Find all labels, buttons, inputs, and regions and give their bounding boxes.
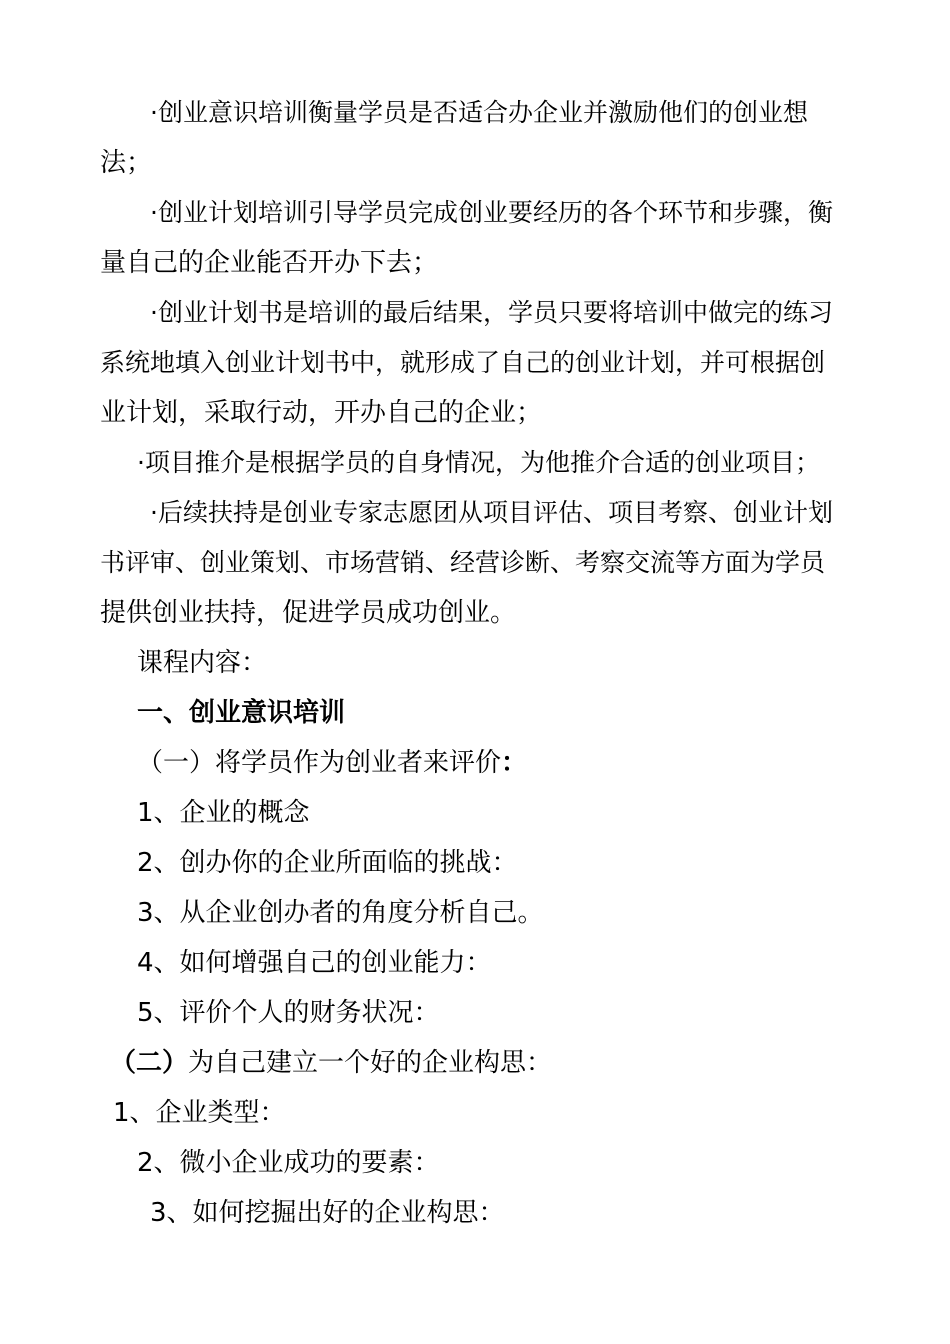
list-item-1-2: 2、创办你的企业所面临的挑战： (137, 848, 518, 878)
list-item-1-1: 1、企业的概念 (137, 798, 310, 828)
list-item-2-1: 1、企业类型： (113, 1098, 286, 1128)
paragraph-business-plan-training: ·创业计划培训引导学员完成创业要经历的各个环节和步骤，衡 (150, 198, 833, 227)
paragraph-entrepreneurship-awareness: ·创业意识培训衡量学员是否适合办企业并激励他们的创业想 (150, 98, 808, 127)
paragraph-business-plan-training-cont: 量自己的企业能否开办下去； (100, 248, 439, 278)
paragraph-follow-up-support-cont2: 提供创业扶持，促进学员成功创业。 (100, 598, 517, 628)
paragraph-business-plan-book-cont1: 系统地填入创业计划书中，就形成了自己的创业计划，并可根据创 (100, 348, 826, 377)
section-heading-1: 一、创业意识培训 (137, 698, 346, 728)
subsection-1-colon: ： (501, 748, 528, 778)
paragraph-project-recommendation: ·项目推介是根据学员的自身情况，为他推介合适的创业项目； (137, 448, 820, 477)
list-item-2-2: 2、微小企业成功的要素： (137, 1148, 440, 1178)
list-item-1-3: 3、从企业创办者的角度分析自己。 (137, 898, 544, 928)
paragraph-entrepreneurship-awareness-cont: 法； (100, 148, 153, 178)
list-item-2-3: 3、如何挖掘出好的企业构思： (150, 1198, 505, 1228)
list-item-1-4: 4、如何增强自己的创业能力： (137, 948, 492, 978)
paragraph-business-plan-book-cont2: 业计划，采取行动，开办自己的企业； (100, 398, 543, 428)
subsection-1-text: （一）将学员作为创业者来评价 (137, 748, 502, 778)
subsection-2-number: （二） (110, 1048, 189, 1078)
subsection-2-text: 为自己建立一个好的企业构思： (188, 1048, 553, 1078)
paragraph-follow-up-support-cont1: 书评审、创业策划、市场营销、经营诊断、考察交流等方面为学员 (100, 548, 826, 577)
list-item-1-5: 5、评价个人的财务状况： (137, 998, 440, 1028)
subsection-2-title (110, 1038, 552, 1088)
subsection-1-title (137, 738, 527, 788)
course-content-label: 课程内容： (137, 648, 268, 678)
paragraph-follow-up-support: ·后续扶持是创业专家志愿团从项目评估、项目考察、创业计划 (150, 498, 833, 527)
paragraph-business-plan-book: ·创业计划书是培训的最后结果，学员只要将培训中做完的练习 (150, 298, 833, 327)
